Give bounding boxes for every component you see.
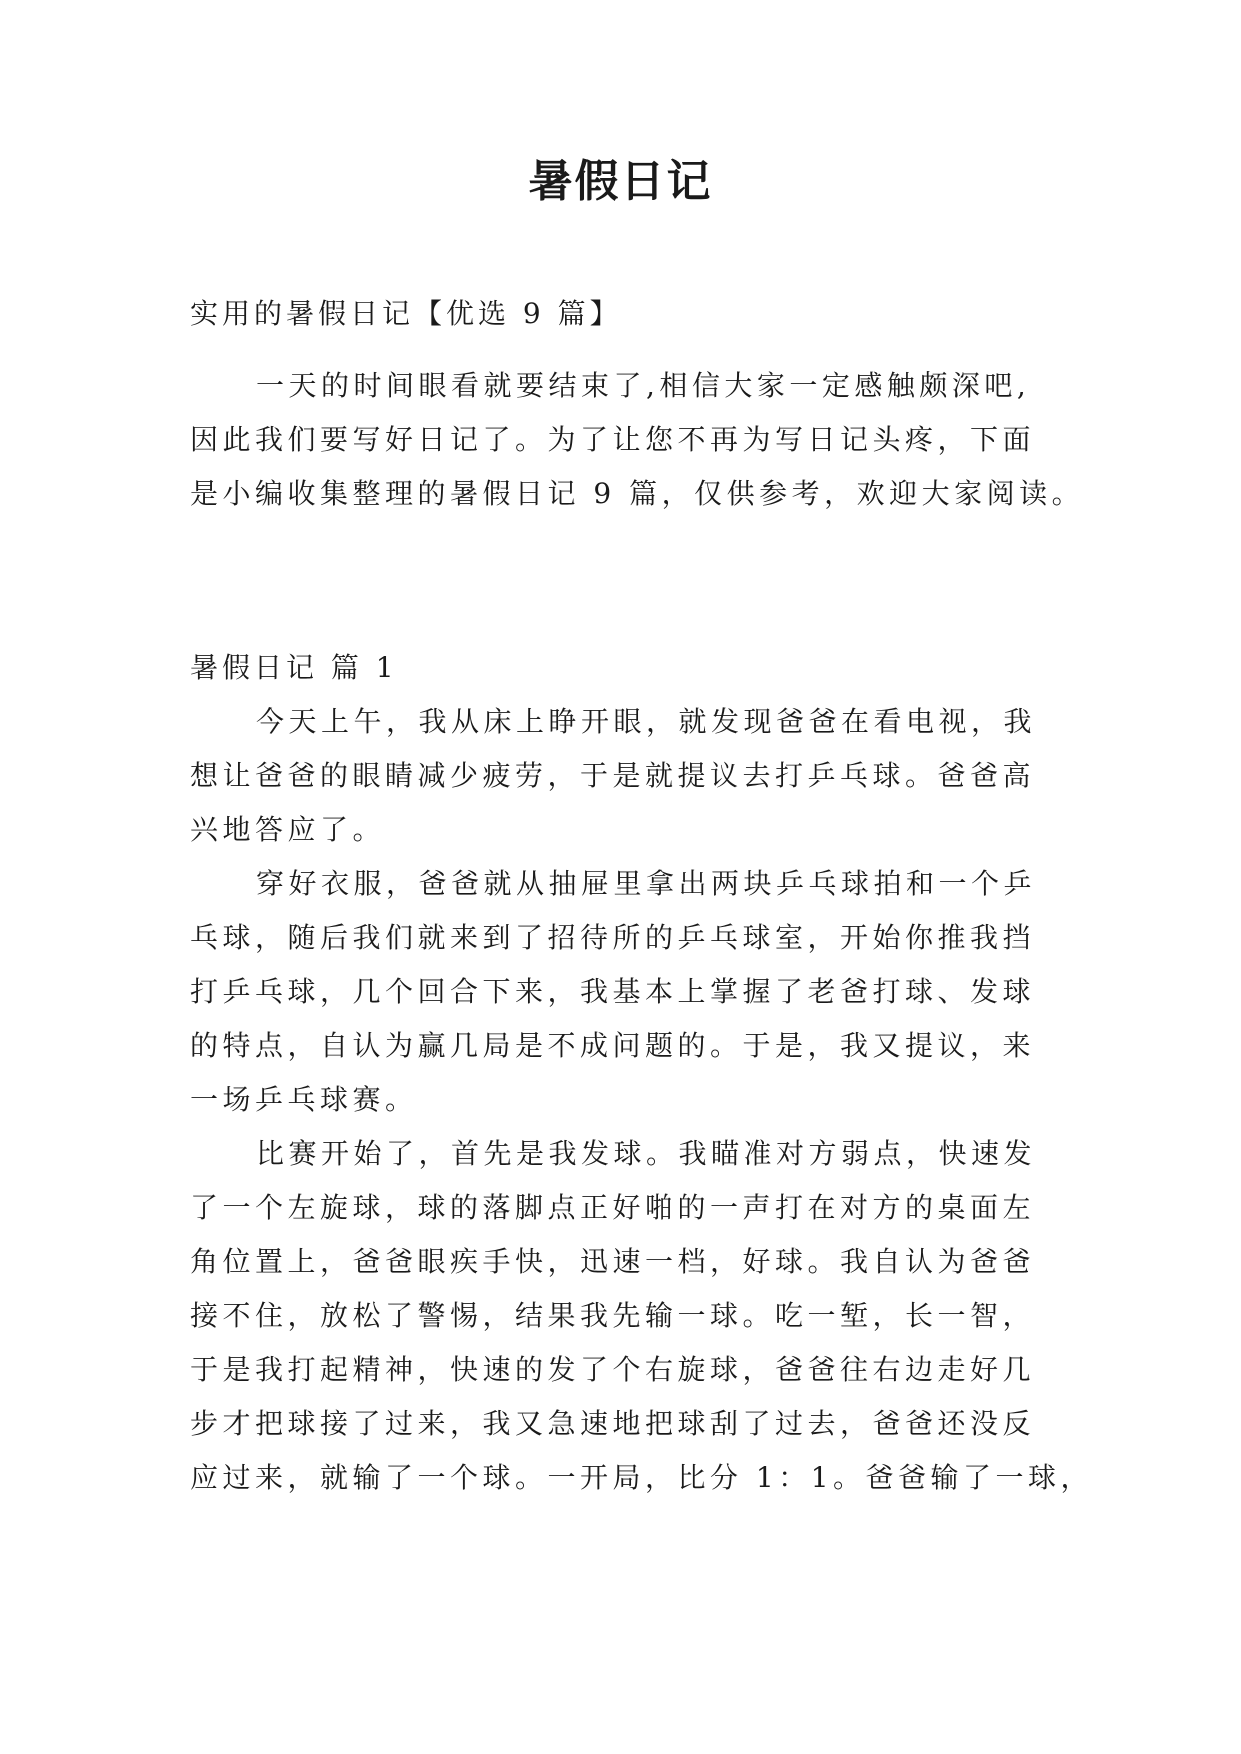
paragraph-line: 比赛开始了，首先是我发球。我瞄准对方弱点，快速发 bbox=[256, 1137, 1037, 1170]
paragraph-line: 角位置上，爸爸眼疾手快，迅速一档，好球。我自认为爸爸 bbox=[190, 1245, 1036, 1278]
document-title: 暑假日记 bbox=[528, 156, 713, 207]
paragraph-line: 兴地答应了。 bbox=[190, 813, 386, 846]
paragraph-line: 于是我打起精神，快速的发了个右旋球，爸爸往右边走好几 bbox=[190, 1353, 1036, 1386]
intro-line: 因此我们要写好日记了。为了让您不再为写日记头疼，下面 bbox=[190, 423, 1036, 456]
paragraph-line: 今天上午，我从床上睁开眼，就发现爸爸在看电视，我 bbox=[256, 705, 1037, 738]
paragraph-line: 应过来，就输了一个球。一开局，比分 1：1。爸爸输了一球， bbox=[190, 1461, 1094, 1494]
paragraph-line: 的特点，自认为赢几局是不成问题的。于是，我又提议，来 bbox=[190, 1029, 1036, 1062]
section-heading: 暑假日记 篇 1 bbox=[190, 651, 398, 684]
paragraph-line: 想让爸爸的眼睛减少疲劳，于是就提议去打乒乓球。爸爸高 bbox=[190, 759, 1036, 792]
paragraph-line: 一场乒乓球赛。 bbox=[190, 1083, 418, 1116]
document-subtitle: 实用的暑假日记【优选 9 篇】 bbox=[190, 297, 622, 330]
paragraph-line: 乓球，随后我们就来到了招待所的乒乓球室，开始你推我挡 bbox=[190, 921, 1036, 954]
paragraph-line: 接不住，放松了警惕，结果我先输一球。吃一堑，长一智， bbox=[190, 1299, 1036, 1332]
paragraph-line: 了一个左旋球，球的落脚点正好啪的一声打在对方的桌面左 bbox=[190, 1191, 1036, 1224]
intro-line: 是小编收集整理的暑假日记 9 篇，仅供参考，欢迎大家阅读。 bbox=[190, 477, 1085, 510]
intro-line: 一天的时间眼看就要结束了,相信大家一定感触颇深吧, bbox=[256, 369, 1031, 402]
paragraph-line: 打乒乓球，几个回合下来，我基本上掌握了老爸打球、发球 bbox=[190, 975, 1036, 1008]
paragraph-line: 步才把球接了过来，我又急速地把球刮了过去，爸爸还没反 bbox=[190, 1407, 1036, 1440]
paragraph-line: 穿好衣服，爸爸就从抽屉里拿出两块乒乓球拍和一个乒 bbox=[256, 867, 1037, 900]
